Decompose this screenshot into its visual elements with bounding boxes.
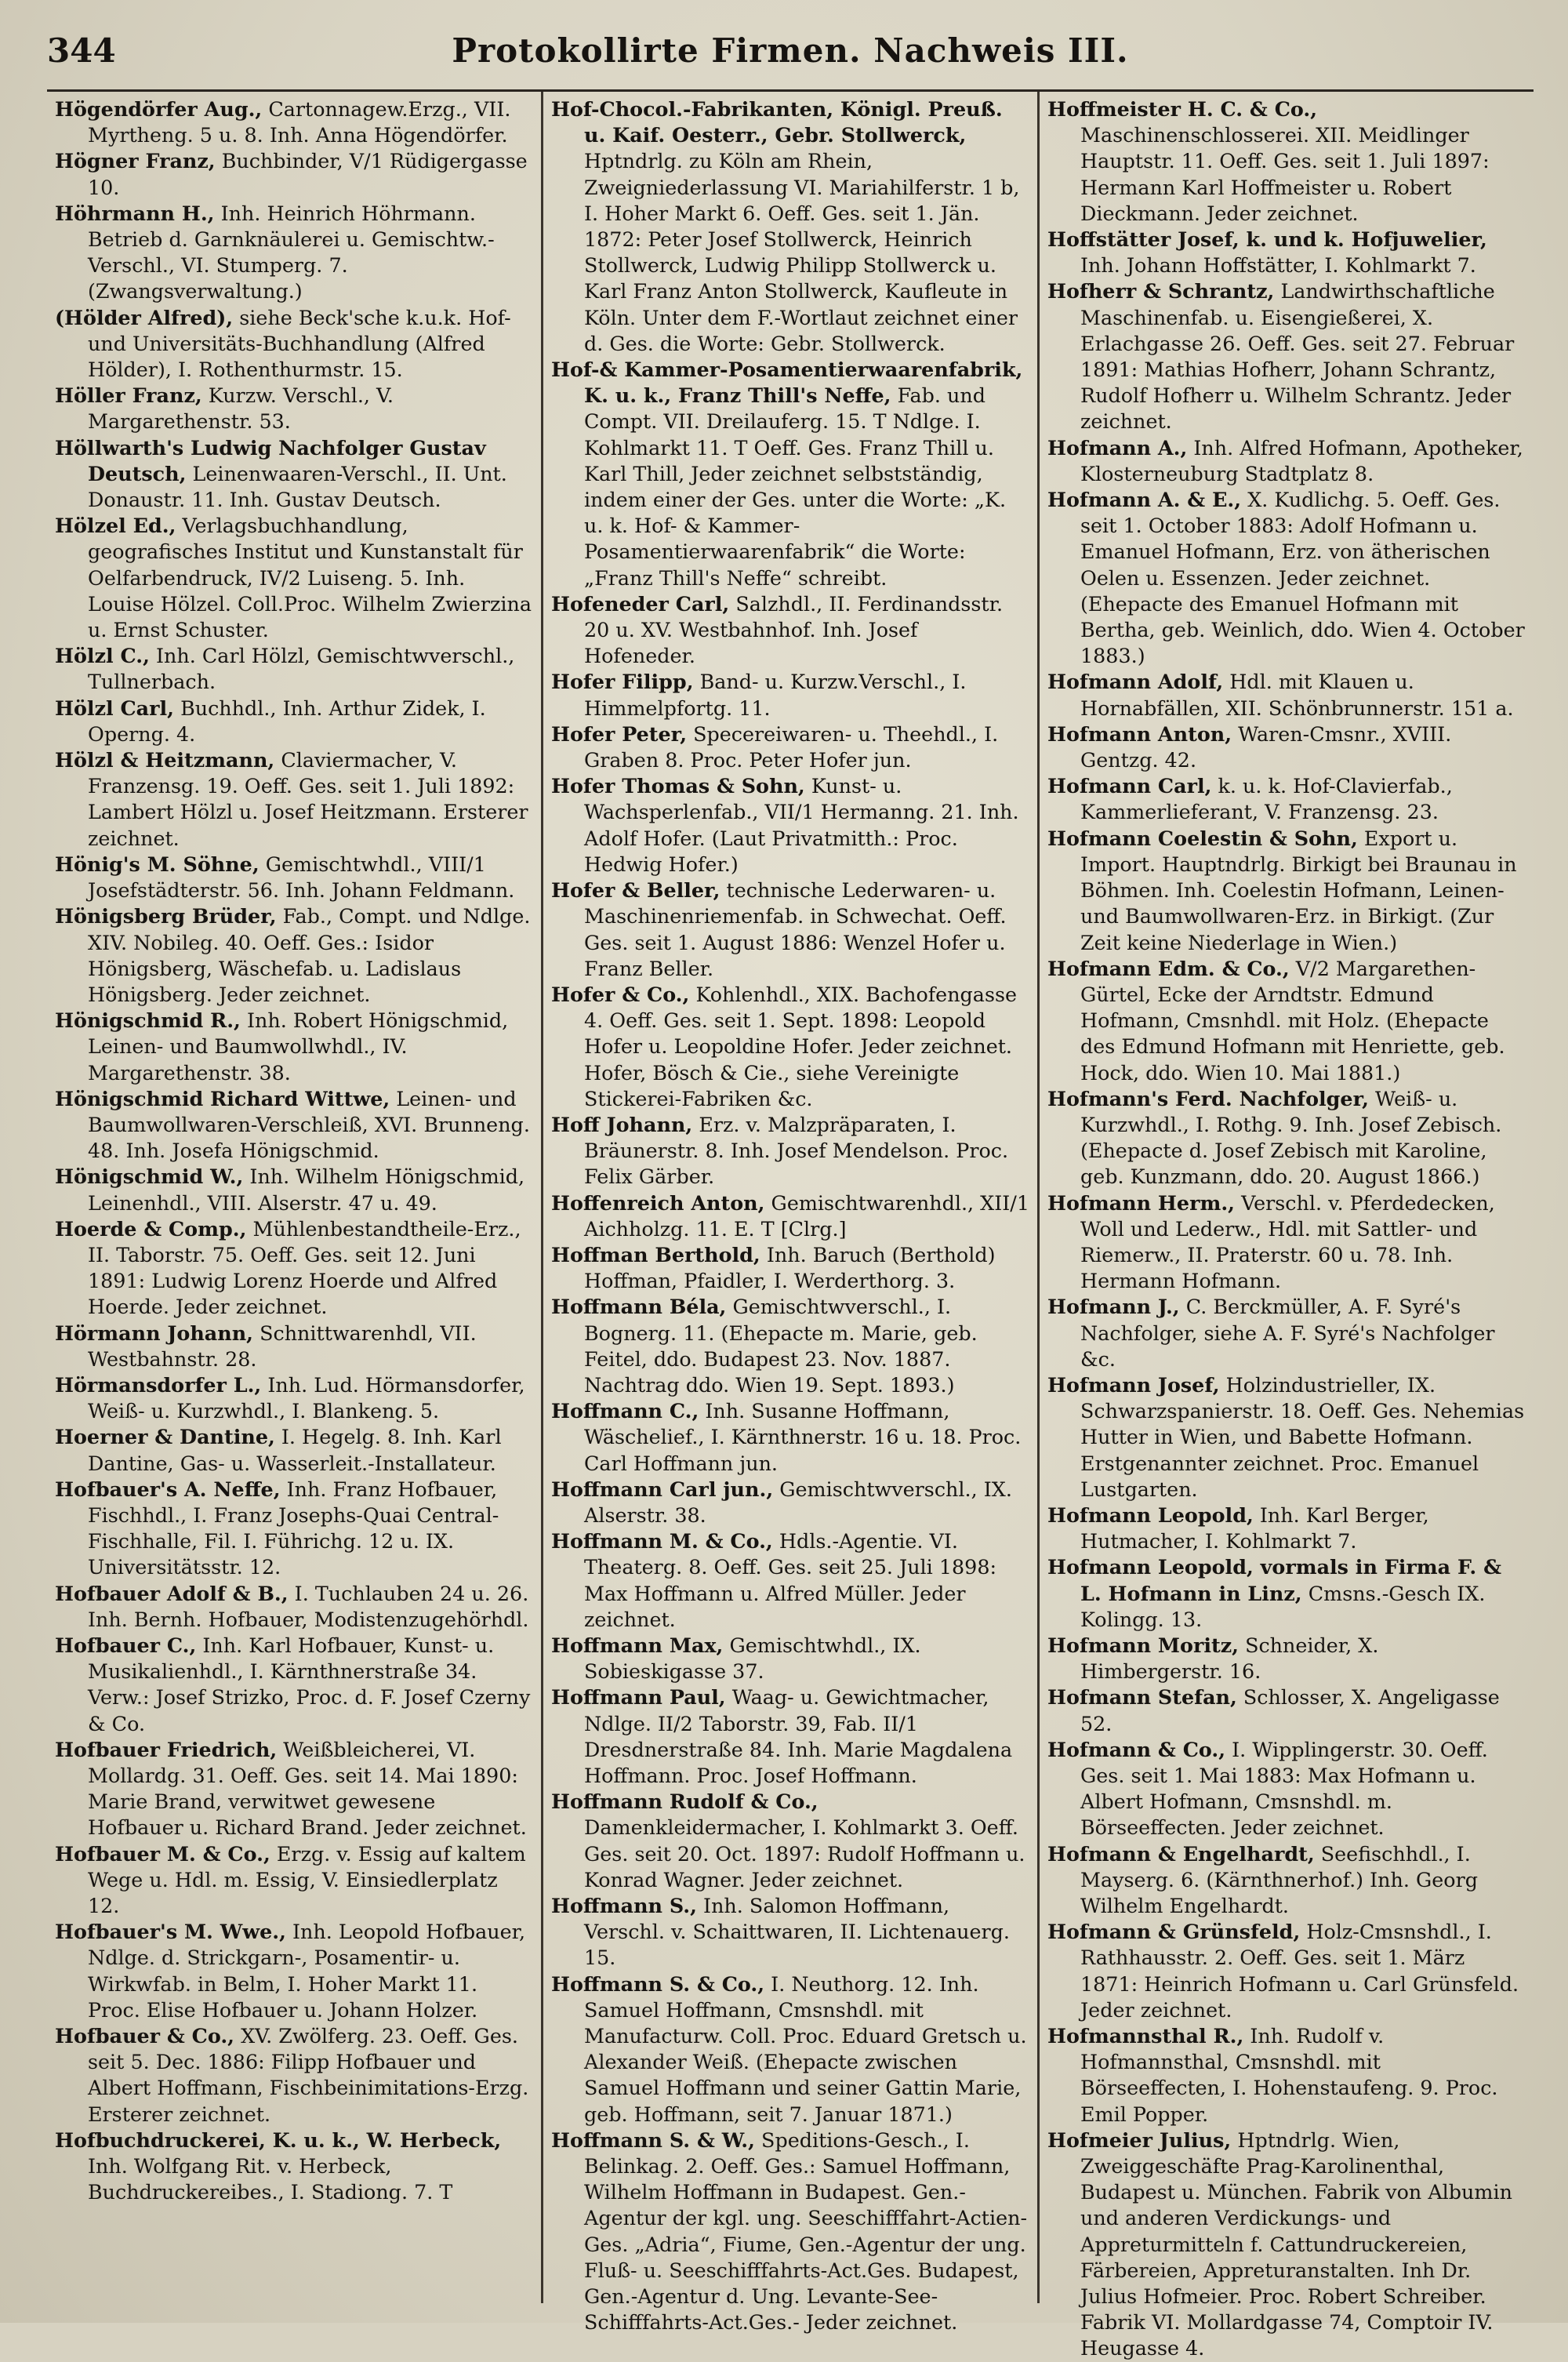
firm-name: Hofmann A.,	[1047, 435, 1188, 460]
firm-entry	[55, 1633, 533, 1737]
firm-name: Hofmannsthal R.,	[1047, 2024, 1244, 2048]
firm-entry	[1047, 773, 1526, 825]
firm-details: I. Wipplingerstr. 30. Oeff. Ges. seit 1. Mai 1883: Max Hofmann u. Albert Hofmann, Cmsnshdl. m. Börseeffecten. Jeder zeichnet.	[1080, 1737, 1488, 1840]
firm-name: Hofmeier Julius,	[1047, 2128, 1232, 2152]
firm-details: Leinenwaaren-Verschl., II. Unt. Donaustr. 11. Inh. Gustav Deutsch.	[88, 461, 507, 512]
firm-name: Hofer & Co.,	[551, 982, 690, 1006]
firm-name: Hoffstätter Josef, k. und k. Hofjuwelier,	[1047, 227, 1487, 252]
firm-details: Claviermacher, V. Franzensg. 19. Oeff. Ges. seit 1. Juli 1892: Lambert Hölzl u. Josef Heitzmann. Ersterer zeichnet.	[88, 748, 528, 850]
firm-entry	[1047, 1633, 1526, 1684]
firm-entry	[55, 1321, 533, 1372]
firm-details: Inh. Salomon Hoffmann, Verschl. v. Schaittwaren, II. Lichtenauerg. 15.	[584, 1894, 1010, 1970]
firm-details: Inh. Wolfgang Rit. v. Herbeck, Buchdruckereibes., I. Stadiong. 7. T	[88, 2154, 453, 2204]
firm-details: Kurzw. Verschl., V. Margarethenstr. 53.	[88, 383, 394, 434]
firm-entry	[551, 2128, 1029, 2336]
firm-entry	[55, 513, 533, 643]
firm-entry	[55, 1216, 533, 1321]
firm-entry	[1047, 1841, 1526, 1920]
firm-details: Inh. Robert Hönigschmid, Leinen- und Baumwollwhdl., IV. Margarethenstr. 38.	[88, 1008, 509, 1085]
firm-entry	[55, 1737, 533, 1841]
firm-entry	[55, 383, 533, 434]
page-number: 344	[47, 31, 116, 70]
firm-name: Hoerde & Comp.,	[55, 1216, 247, 1241]
firm-entry	[55, 1086, 533, 1165]
firm-entry	[551, 1789, 1029, 1893]
firm-details: Gemischtwverschl., I. Bognerg. 11. (Ehepacte m. Marie, geb. Feitel, ddo. Budapest 23. Nov. 1887. Nachtrag ddo. Wien 19. Sept. 1893.)	[584, 1295, 978, 1397]
firm-entry	[551, 1477, 1029, 1528]
firm-name: Hoffmann S. & W.,	[551, 2128, 755, 2152]
firm-name: Hofmann & Co.,	[1047, 1737, 1226, 1761]
firm-name: Hofmann Herm.,	[1047, 1190, 1235, 1215]
firm-name: (Hölder Alfred),	[55, 305, 234, 329]
firm-entry	[1047, 721, 1526, 773]
firm-details: Erz. v. Malzpräparaten, I. Bräunerstr. 8. Inh. Josef Mendelson. Proc. Felix Gärber.	[584, 1112, 1009, 1189]
firm-name: Hoffmeister H. C. & Co.,	[1047, 97, 1318, 121]
firm-name: Hoffmann S. & Co.,	[551, 1971, 765, 1996]
firm-details: Holzindustrieller, IX. Schwarzspanierstr. 18. Oeff. Ges. Nehemias Hutter in Wien, und Babette Hofmann. Erstgenannter zeichnet. Proc. Emanuel Lustgarten.	[1080, 1372, 1525, 1501]
firm-name: Hoerner & Dantine,	[55, 1425, 275, 1449]
firm-entry	[55, 903, 533, 1008]
firm-name: Hoffmann C.,	[551, 1399, 699, 1423]
firm-name: Hönigschmid W.,	[55, 1165, 244, 1189]
firm-details: Landwirthschaftliche Maschinenfab. u. Eisengießerei, X. Erlachgasse 26. Oeff. Ges. seit 27. Februar 1891: Mathias Hofherr, Johann Schrantz, Rudolf Hofherr u. Wilhelm Schrantz. Jeder zeichnet.	[1080, 279, 1515, 434]
firm-name: Hofer Filipp,	[551, 670, 694, 694]
firm-entry	[551, 1294, 1029, 1398]
firm-details: Inh. Franz Hofbauer, Fischhdl., I. Franz Josephs-Quai Central-Fischhalle, Fil. I. Führichg. 12 u. IX. Universitätsstr. 12.	[88, 1477, 499, 1579]
entry-columns	[47, 92, 1534, 2360]
firm-details: Speditions-Gesch., I. Belinkag. 2. Oeff. Ges.: Samuel Hoffmann, Wilhelm Hoffmann in Budapest. Gen.-Agentur der kgl. ung. Seeschifffahrt-Actien-Ges. „Adria“, Fiume, Gen.-Agentur der ung. Fluß- u. Seeschifffahrts-Act.Ges. Budapest, Gen.-Agentur d. Ung. Levante-See-Schifffahrts-Act.Ges.- Jeder zeichnet.	[584, 2128, 1028, 2335]
firm-details: Damenkleidermacher, I. Kohlmarkt 3. Oeff. Ges. seit 20. Oct. 1897: Rudolf Hoffmann u. Konrad Wagner. Jeder zeichnet.	[584, 1815, 1025, 1891]
firm-details: Inh. Baruch (Berthold) Hoffman, Pfaidler, I. Werderthorg. 3.	[584, 1242, 996, 1293]
firm-entry	[55, 305, 533, 383]
firm-name: Höllwarth's Ludwig Nachfolger Gustav Deutsch,	[55, 435, 486, 485]
firm-entry	[55, 1581, 533, 1633]
firm-name: Hölzel Ed.,	[55, 514, 176, 538]
firm-name: Hofmann Anton,	[1047, 721, 1232, 746]
firm-details: Fab., Compt. und Ndlge. XIV. Nobileg. 40. Oeff. Ges.: Isidor Hönigsberg, Wäschefab. u. Ladislaus Hönigsberg. Jeder zeichnet.	[88, 904, 531, 1006]
firm-name: Hönig's M. Söhne,	[55, 852, 260, 876]
firm-name: Hörmann Johann,	[55, 1321, 254, 1345]
firm-details: Hptndrlg. Wien, Zweiggeschäfte Prag-Karolinenthal, Budapest u. München. Fabrik von Albumin und anderen Verdickungs- und Appreturmitteln f. Cattundruckereien, Färbereien, Appreturanstalten. Inh Dr. Julius Hofmeier. Proc. Robert Schreiber. Fabrik VI. Mollardgasse 74, Comptoir IV. Heugasse 4.	[1080, 2128, 1512, 2360]
firm-details: C. Berckmüller, A. F. Syré's Nachfolger, siehe A. F. Syré's Nachfolger &c.	[1080, 1295, 1495, 1371]
firm-entry	[551, 773, 1029, 878]
firm-details: Export u. Import. Hauptndrlg. Birkigt bei Braunau in Böhmen. Inh. Coelestin Hofmann, Leinen- und Baumwollwaren-Erz. in Birkigt. (Zur Zeit keine Niederlage in Wien.)	[1080, 826, 1517, 954]
firm-details: Hdl. mit Klauen u. Hornabfällen, XII. Schönbrunnerstr. 151 a.	[1080, 670, 1514, 720]
firm-entry	[1047, 2023, 1526, 2128]
firm-details: I. Hegelg. 8. Inh. Karl Dantine, Gas- u. Wasserleit.-Installateur.	[88, 1425, 502, 1475]
firm-details: Cartonnagew.Erzg., VII. Myrtheng. 5 u. 8. Inh. Anna Högendörfer.	[88, 97, 511, 147]
firm-name: Hölzl & Heitzmann,	[55, 748, 275, 772]
firm-name: Högendörfer Aug.,	[55, 97, 263, 121]
firm-name: Hoffenreich Anton,	[551, 1190, 765, 1215]
firm-name: Hofmann A. & E.,	[1047, 488, 1242, 512]
firm-details: Kunst- u. Wachsperlenfab., VII/1 Hermanng. 21. Inh. Adolf Hofer. (Laut Privatmitth.: Proc. Hedwig Hofer.)	[584, 774, 1019, 876]
page-header	[47, 31, 1534, 92]
firm-details: Inh. Johann Hoffstätter, I. Kohlmarkt 7.	[1080, 253, 1476, 278]
firm-details: Inh. Heinrich Höhrmann. Betrieb d. Garnknäulerei u. Gemischtw.-Verschl., VI. Stumperg. 7. (Zwangsverwaltung.)	[88, 201, 495, 303]
firm-name: Hof-& Kammer-Posamentierwaarenfabrik, K. u. k., Franz Thill's Neffe,	[551, 358, 1023, 408]
firm-name: Hönigsberg Brüder,	[55, 904, 277, 928]
column-3	[1037, 92, 1534, 2360]
firm-entry	[55, 643, 533, 695]
firm-details: Inh. Karl Hofbauer, Kunst- u. Musikalienhdl., I. Kärnthnerstraße 34. Verw.: Josef Strizko, Proc. d. F. Josef Czerny & Co.	[88, 1633, 531, 1735]
firm-entry	[1047, 278, 1526, 434]
firm-entry	[1047, 826, 1526, 956]
firm-entry	[551, 982, 1029, 1112]
firm-entry	[551, 1893, 1029, 1971]
firm-entry	[1047, 1190, 1526, 1295]
firm-name: Hoffmann Paul,	[551, 1685, 726, 1710]
firm-entry	[1047, 1503, 1526, 1554]
firm-name: Hoffmann Rudolf & Co.,	[551, 1790, 818, 1814]
firm-name: Hofbauer M. & Co.,	[55, 1841, 270, 1866]
firm-name: Hoffmann Carl jun.,	[551, 1477, 774, 1501]
firm-details: Mühlenbestandtheile-Erz., II. Taborstr. 75. Oeff. Ges. seit 12. Juni 1891: Ludwig Lorenz Hoerde und Alfred Hoerde. Jeder zeichnet.	[88, 1216, 521, 1319]
firm-name: Hof-Chocol.-Fabrikanten, Königl. Preuß. u. Kaif. Oesterr., Gebr. Stollwerck,	[551, 97, 1003, 147]
firm-details: Hptndrlg. zu Köln am Rhein, Zweigniederlassung VI. Mariahilferstr. 1 b, I. Hoher Markt 6. Oeff. Ges. seit 1. Jän. 1872: Peter Josef Stollwerck, Heinrich Stollwerck, Ludwig Philipp Stollwerck u. Karl Franz Anton Stollwerck, Kaufleute in Köln. Unter dem F.-Wortlaut zeichnet einer d. Ges. die Worte: Gebr. Stollwerck.	[584, 149, 1020, 355]
firm-entry	[55, 1372, 533, 1424]
firm-details: Cmsns.-Gesch IX. Kolingg. 13.	[1080, 1581, 1486, 1631]
firm-entry	[1047, 956, 1526, 1086]
firm-entry	[1047, 2128, 1526, 2362]
firm-entry	[551, 669, 1029, 721]
firm-entry	[1047, 1294, 1526, 1372]
firm-entry	[1047, 1372, 1526, 1503]
firm-name: Hofmann J.,	[1047, 1295, 1180, 1319]
firm-name: Hofmann & Grünsfeld,	[1047, 1920, 1301, 1944]
firm-details: I. Neuthorg. 12. Inh. Samuel Hoffmann, Cmsnshdl. mit Manufacturw. Coll. Proc. Eduard Gretsch u. Alexander Weiß. (Ehepacte zwischen Samuel Hoffmann und seiner Gattin Marie, geb. Hoffmann, seit 7. Januar 1871.)	[584, 1971, 1027, 2126]
firm-name: Hoffmann Béla,	[551, 1295, 727, 1319]
firm-details: Inh. Leopold Hofbauer, Ndlge. d. Strickgarn-, Posamentir- u. Wirkwfab. in Belm, I. Hoher Markt 11. Proc. Elise Hofbauer u. Johann Holzer.	[88, 1920, 526, 2022]
firm-details: Weißbleicherei, VI. Mollardg. 31. Oeff. Ges. seit 14. Mai 1890: Marie Brand, verwitwet gewesene Hofbauer u. Richard Brand. Jeder zeichnet.	[88, 1737, 527, 1840]
firm-name: Hofmann Edm. & Co.,	[1047, 956, 1290, 980]
firm-details: Waren-Cmsnr., XVIII. Gentzg. 42.	[1080, 721, 1452, 772]
firm-entry	[55, 1477, 533, 1581]
firm-entry	[1047, 1919, 1526, 2023]
firm-entry	[1047, 669, 1526, 721]
firm-entry	[551, 357, 1029, 591]
firm-name: Hoff Johann,	[551, 1112, 693, 1136]
firm-details: Erzg. v. Essig auf kaltem Wege u. Hdl. m. Essig, V. Einsiedlerplatz 12.	[88, 1841, 526, 1918]
firm-details: Seefischhdl., I. Mayserg. 6. (Kärnthnerhof.) Inh. Georg Wilhelm Engelhardt.	[1080, 1841, 1478, 1918]
firm-entry	[1047, 1554, 1526, 1633]
firm-entry	[55, 148, 533, 200]
firm-name: Högner Franz,	[55, 149, 216, 173]
firm-entry	[551, 1684, 1029, 1789]
firm-details: siehe Beck'sche k.u.k. Hof- und Universitäts-Buchhandlung (Alfred Hölder), I. Rothenthurmstr. 15.	[88, 305, 511, 382]
firm-details: XV. Zwölferg. 23. Oeff. Ges. seit 5. Dec. 1886: Filipp Hofbauer und Albert Hoffmann, Fischbeinimitations-Erzg. Ersterer zeichnet.	[88, 2024, 529, 2126]
firm-name: Hofmann's Ferd. Nachfolger,	[1047, 1086, 1369, 1110]
firm-name: Hölzl C.,	[55, 644, 150, 668]
firm-entry	[1047, 435, 1526, 487]
firm-details: Maschinenschlosserei. XII. Meidlinger Hauptstr. 11. Oeff. Ges. seit 1. Juli 1897: Hermann Karl Hoffmeister u. Robert Dieckmann. Jeder zeichnet.	[1080, 123, 1490, 225]
firm-entry	[551, 1242, 1029, 1294]
firm-name: Hofmann Josef,	[1047, 1372, 1220, 1397]
firm-name: Hölzl Carl,	[55, 696, 174, 720]
firm-entry	[1047, 96, 1526, 227]
firm-name: Hofbauer Friedrich,	[55, 1737, 278, 1761]
firm-details: Schlosser, X. Angeligasse 52.	[1080, 1685, 1500, 1735]
firm-details: I. Tuchlauben 24 u. 26. Inh. Bernh. Hofbauer, Modistenzugehörhdl.	[88, 1581, 529, 1631]
column-2	[541, 92, 1037, 2335]
firm-name: Hönigschmid Richard Wittwe,	[55, 1086, 390, 1110]
firm-entry	[551, 1398, 1029, 1477]
firm-entry	[55, 2023, 533, 2128]
firm-entry	[55, 747, 533, 852]
firm-name: Hoffman Berthold,	[551, 1242, 760, 1266]
firm-name: Höller Franz,	[55, 383, 202, 408]
firm-details: k. u. k. Hof-Clavierfab., Kammerlieferant, V. Franzensg. 23.	[1080, 774, 1453, 824]
firm-details: Gemischtwverschl., IX. Alserstr. 38.	[584, 1477, 1012, 1527]
firm-name: Hofbuchdruckerei, K. u. k., W. Herbeck,	[55, 2128, 502, 2152]
firm-details: Specereiwaren- u. Theehdl., I. Graben 8. Proc. Peter Hofer jun.	[584, 721, 999, 772]
page-title: Protokollirte Firmen. Nachweis III.	[452, 31, 1129, 70]
firm-entry	[551, 1528, 1029, 1633]
firm-details: Inh. Lud. Hörmansdorfer, Weiß- u. Kurzwhdl., I. Blankeng. 5.	[88, 1372, 525, 1423]
firm-details: Gemischtwarenhdl., XII/1 Aichholzg. 11. E. T [Clrg.]	[584, 1190, 1030, 1241]
firm-name: Hofmann Carl,	[1047, 774, 1212, 798]
firm-entry	[551, 96, 1029, 357]
firm-entry	[55, 1919, 533, 2023]
column-1	[47, 92, 541, 2303]
firm-entry	[1047, 1086, 1526, 1190]
firm-name: Hofmann & Engelhardt,	[1047, 1841, 1315, 1866]
firm-details: Gemischtwhdl., IX. Sobieskigasse 37.	[584, 1633, 921, 1684]
firm-entry	[1047, 227, 1526, 278]
firm-entry	[55, 696, 533, 747]
firm-name: Hofmann Adolf,	[1047, 670, 1224, 694]
firm-name: Hönigschmid R.,	[55, 1008, 241, 1033]
firm-name: Hofmann Coelestin & Sohn,	[1047, 826, 1358, 850]
firm-name: Hörmansdorfer L.,	[55, 1372, 262, 1397]
firm-entry	[551, 1112, 1029, 1190]
firm-entry	[55, 201, 533, 305]
firm-name: Hofeneder Carl,	[551, 591, 730, 616]
firm-details: Inh. Alfred Hofmann, Apotheker, Klosterneuburg Stadtplatz 8.	[1080, 435, 1523, 485]
firm-entry	[1047, 487, 1526, 669]
firm-details: Buchbinder, V/1 Rüdigergasse 10.	[88, 149, 528, 199]
firm-details: Inh. Carl Hölzl, Gemischtwverschl., Tullnerbach.	[88, 644, 515, 694]
firm-details: Band- u. Kurzw.Verschl., I. Himmelpfortg. 11.	[584, 670, 967, 720]
firm-details: Waag- u. Gewichtmacher, Ndlge. II/2 Taborstr. 39, Fab. II/1 Dresdnerstraße 84. Inh. Marie Magdalena Hoffmann. Proc. Josef Hoffmann.	[584, 1685, 1013, 1787]
firm-entry	[55, 1424, 533, 1476]
firm-details: Schnittwarenhdl, VII. Westbahnstr. 28.	[88, 1321, 477, 1371]
firm-details: Gemischtwhdl., VIII/1 Josefstädterstr. 56. Inh. Johann Feldmann.	[88, 852, 515, 903]
firm-name: Hofbauer C.,	[55, 1633, 197, 1657]
firm-details: Inh. Susanne Hoffmann, Wäschelief., I. Kärnthnerstr. 16 u. 18. Proc. Carl Hoffmann jun.	[584, 1399, 1022, 1475]
firm-entry	[55, 2128, 533, 2206]
firm-name: Hoffmann S.,	[551, 1894, 697, 1918]
firm-details: technische Lederwaren- u. Maschinenriemenfab. in Schwechat. Oeff. Ges. seit 1. August 1886: Wenzel Hofer u. Franz Beller.	[584, 878, 1007, 980]
firm-name: Hofherr & Schrantz,	[1047, 279, 1275, 303]
firm-entry	[1047, 1684, 1526, 1736]
firm-name: Hofmann Leopold,	[1047, 1503, 1254, 1527]
firm-entry	[551, 1971, 1029, 2128]
firm-name: Hofbauer & Co.,	[55, 2024, 235, 2048]
firm-entry	[551, 1190, 1029, 1242]
firm-entry	[55, 1841, 533, 1920]
firm-entry	[55, 435, 533, 514]
firm-details: Buchhdl., Inh. Arthur Zidek, I. Operng. 4.	[88, 696, 486, 746]
firm-details: Holz-Cmsnshdl., I. Rathhausstr. 2. Oeff. Ges. seit 1. März 1871: Heinrich Hofmann u. Carl Grünsfeld. Jeder zeichnet.	[1080, 1920, 1519, 2022]
firm-name: Hofer Thomas & Sohn,	[551, 774, 805, 798]
firm-entry	[551, 1633, 1029, 1684]
firm-entry	[55, 96, 533, 148]
firm-name: Hofer Peter,	[551, 721, 688, 746]
firm-name: Hofbauer's A. Neffe,	[55, 1477, 281, 1501]
firm-details: Kohlenhdl., XIX. Bachofengasse 4. Oeff. Ges. seit 1. Sept. 1898: Leopold Hofer u. Leopoldine Hofer. Jeder zeichnet. Hofer, Bösch & Cie., siehe Vereinigte Stickerei-Fabriken &c.	[584, 982, 1018, 1110]
firm-details: Weiß- u. Kurzwhdl., I. Rothg. 9. Inh. Josef Zebisch. (Ehepacte d. Josef Zebisch mit Karoline, geb. Kunzmann, ddo. 20. August 1866.)	[1080, 1086, 1502, 1189]
firm-entry	[55, 1008, 533, 1086]
firm-details: Verlagsbuchhandlung, geografisches Institut und Kunstanstalt für Oelfarbendruck, IV/2 Luiseng. 5. Inh. Louise Hölzel. Coll.Proc. Wilhelm Zwierzina u. Ernst Schuster.	[88, 514, 532, 642]
firm-name: Hoffmann M. & Co.,	[551, 1529, 773, 1553]
firm-entry	[1047, 1737, 1526, 1841]
firm-entry	[55, 1164, 533, 1216]
firm-details: Leinen- und Baumwollwaren-Verschleiß, XVI. Brunneng. 48. Inh. Josefa Hönigschmid.	[88, 1086, 530, 1163]
firm-entry	[551, 878, 1029, 982]
firm-details: Hdls.-Agentie. VI. Theaterg. 8. Oeff. Ges. seit 25. Juli 1898: Max Hoffmann u. Alfred Müller. Jeder zeichnet.	[584, 1529, 997, 1631]
firm-name: Hofmann Moritz,	[1047, 1633, 1239, 1657]
firm-name: Höhrmann H.,	[55, 201, 215, 225]
firm-details: Fab. und Compt. VII. Dreilauferg. 15. T Ndlge. I. Kohlmarkt 11. T Oeff. Ges. Franz Thill u. Karl Thill, Jeder zeichnet selbstständig, indem einer der Ges. unter die Worte: „K. u. k. Hof- & Kammer-Posamentierwaarenfabrik“ die Worte: „Franz Thill's Neffe“ schreibt.	[584, 383, 1007, 590]
firm-name: Hofbauer's M. Wwe.,	[55, 1920, 286, 1944]
firm-details: Schneider, X. Himbergerstr. 16.	[1080, 1633, 1379, 1684]
firm-entry	[551, 591, 1029, 670]
firm-details: Verschl. v. Pferdedecken, Woll und Lederw., Hdl. mit Sattler- und Riemerw., II. Praterstr. 60 u. 78. Inh. Hermann Hofmann.	[1080, 1190, 1495, 1293]
firm-name: Hofer & Beller,	[551, 878, 720, 903]
firm-name: Hoffmann Max,	[551, 1633, 724, 1657]
firm-details: Inh. Wilhelm Hönigschmid, Leinenhdl., VIII. Alserstr. 47 u. 49.	[88, 1165, 525, 1215]
firm-name: Hofbauer Adolf & B.,	[55, 1581, 289, 1605]
firm-details: Salzhdl., II. Ferdinandsstr. 20 u. XV. Westbahnhof. Inh. Josef Hofeneder.	[584, 591, 1004, 668]
firm-name: Hofmann Stefan,	[1047, 1685, 1237, 1710]
firm-details: Inh. Rudolf v. Hofmannsthal, Cmsnshdl. mit Börseeffecten, I. Hohenstaufeng. 9. Proc. Emil Popper.	[1080, 2024, 1498, 2126]
firm-name: Hofmann Leopold, vormals in Firma F. & L. Hofmann in Linz,	[1047, 1555, 1502, 1605]
firm-details: V/2 Margarethen-Gürtel, Ecke der Arndtstr. Edmund Hofmann, Cmsnhdl. mit Holz. (Ehepacte des Edmund Hofmann mit Henriette, geb. Hock, ddo. Wien 10. Mai 1881.)	[1080, 956, 1505, 1085]
firm-entry	[55, 852, 533, 903]
firm-entry	[551, 721, 1029, 773]
firm-details: X. Kudlichg. 5. Oeff. Ges. seit 1. October 1883: Adolf Hofmann u. Emanuel Hofmann, Erz. von ätherischen Oelen u. Essenzen. Jeder zeichnet. (Ehepacte des Emanuel Hofmann mit Bertha, geb. Weinlich, ddo. Wien 4. October 1883.)	[1080, 488, 1525, 668]
firm-details: Inh. Karl Berger, Hutmacher, I. Kohlmarkt 7.	[1080, 1503, 1429, 1553]
